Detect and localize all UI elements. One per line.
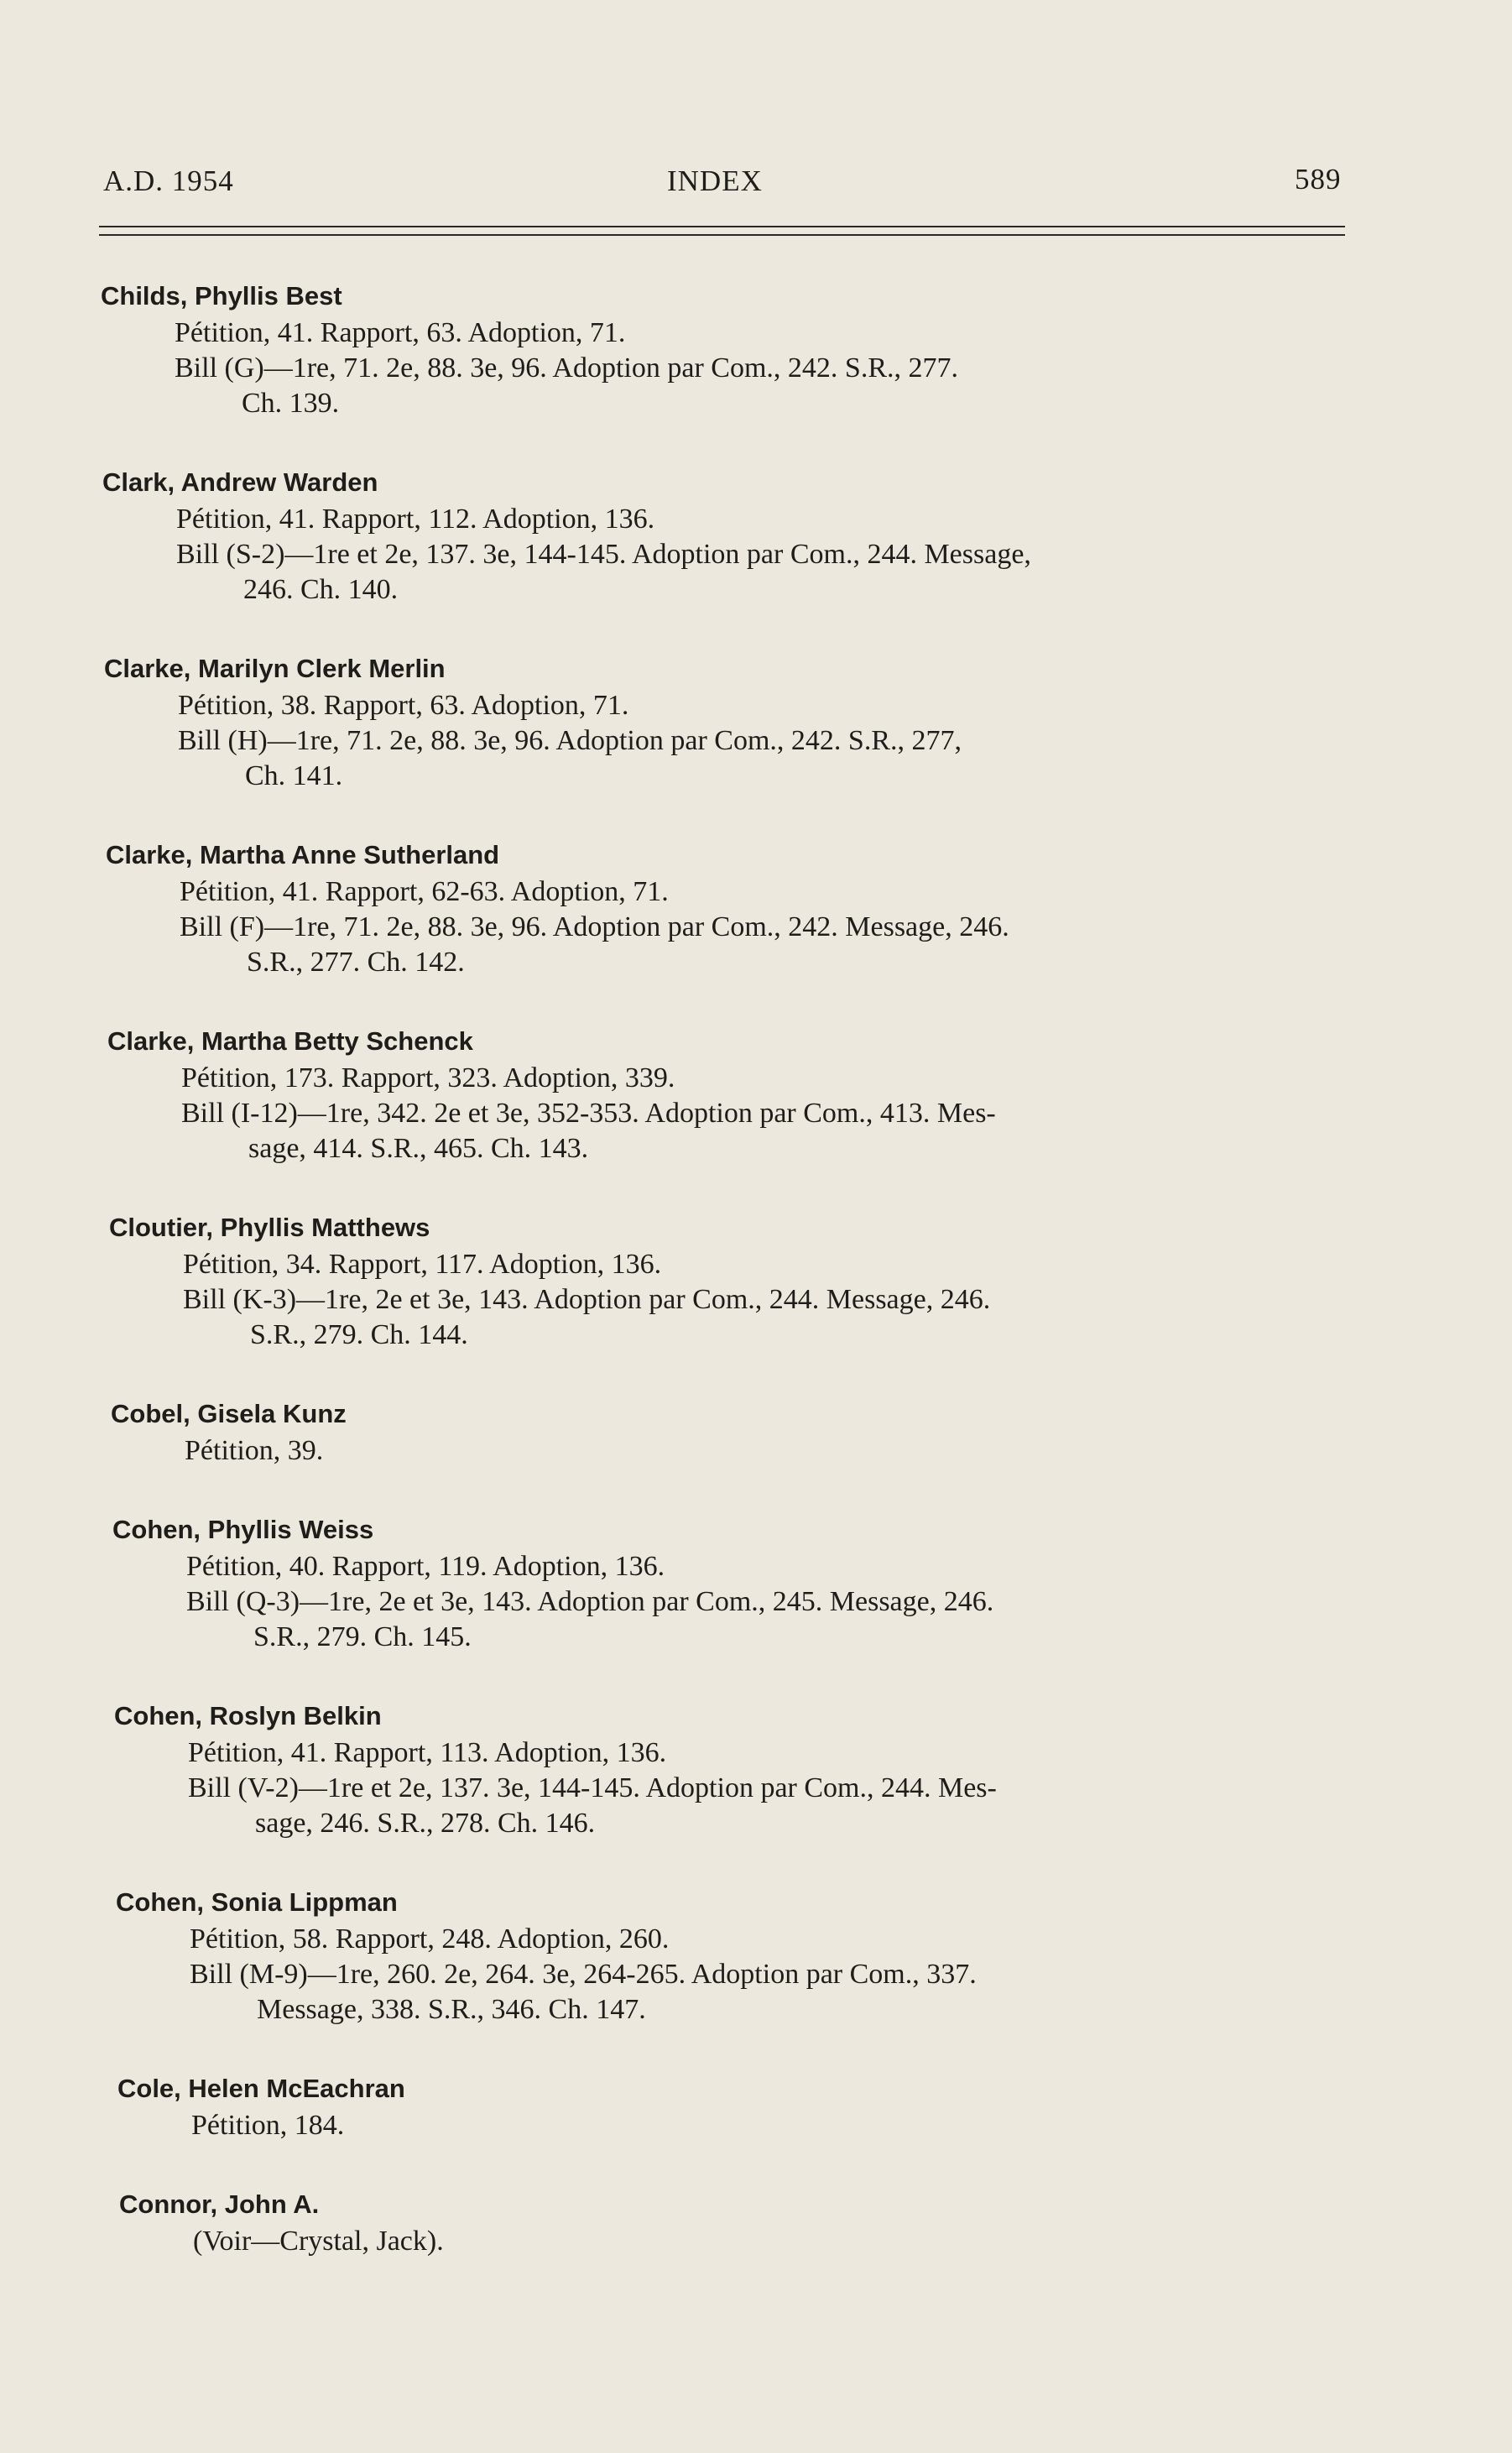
index-entry	[102, 463, 1376, 608]
entry-name: Clarke, Martha Betty Schenck	[107, 1026, 473, 1056]
entry-line: Bill (Q-3)—1re, 2e et 3e, 143. Adoption par Com., 245. Message, 246.	[186, 1586, 994, 1617]
index-entry	[119, 2185, 1376, 2259]
entry-line: sage, 414. S.R., 465. Ch. 143.	[248, 1133, 589, 1164]
entry-line: Pétition, 173. Rapport, 323. Adoption, 339.	[181, 1062, 675, 1093]
entry-name: Cohen, Sonia Lippman	[116, 1887, 398, 1917]
entry-name: Cloutier, Phyllis Matthews	[109, 1213, 430, 1242]
entry-line: Bill (H)—1re, 71. 2e, 88. 3e, 96. Adoption par Com., 242. S.R., 277,	[178, 725, 962, 756]
page-number: 589	[1295, 163, 1342, 196]
entry-line: Pétition, 40. Rapport, 119. Adoption, 136.	[186, 1551, 665, 1582]
index-entry	[114, 1697, 1376, 1841]
entry-name: Cole, Helen McEachran	[117, 2074, 405, 2103]
entry-line: Pétition, 41. Rapport, 112. Adoption, 136.	[176, 504, 655, 535]
entry-name: Cobel, Gisela Kunz	[111, 1399, 347, 1428]
header-title: INDEX	[667, 164, 763, 197]
index-entry	[106, 836, 1376, 980]
entry-line: S.R., 279. Ch. 145.	[253, 1621, 472, 1652]
index-entry	[101, 277, 1376, 421]
index-entry	[109, 1208, 1376, 1353]
index-entry	[112, 1511, 1376, 1655]
entry-name: Cohen, Phyllis Weiss	[112, 1515, 374, 1544]
entry-line: 246. Ch. 140.	[243, 574, 399, 605]
index-entries	[101, 277, 1376, 2259]
entry-line: Pétition, 38. Rapport, 63. Adoption, 71.	[178, 690, 629, 721]
entry-name: Clarke, Marilyn Clerk Merlin	[104, 654, 446, 683]
index-entry	[117, 2069, 1376, 2143]
index-entry	[104, 650, 1376, 794]
entry-line: Pétition, 41. Rapport, 63. Adoption, 71.	[175, 317, 626, 348]
entry-line: Pétition, 41. Rapport, 62-63. Adoption, 71.	[180, 876, 669, 907]
entry-name: Childs, Phyllis Best	[101, 281, 342, 311]
index-entry	[116, 1883, 1376, 2028]
entry-name: Cohen, Roslyn Belkin	[114, 1701, 382, 1730]
header-rule-bottom	[99, 234, 1345, 236]
entry-line: Pétition, 34. Rapport, 117. Adoption, 136.	[183, 1249, 662, 1280]
entry-line: Bill (V-2)—1re et 2e, 137. 3e, 144-145. Adoption par Com., 244. Mes-	[188, 1772, 997, 1803]
index-entry	[107, 1022, 1376, 1166]
entry-line: Bill (K-3)—1re, 2e et 3e, 143. Adoption par Com., 244. Message, 246.	[183, 1284, 991, 1315]
entry-line: S.R., 279. Ch. 144.	[250, 1319, 468, 1350]
entry-line: Bill (M-9)—1re, 260. 2e, 264. 3e, 264-265. Adoption par Com., 337.	[190, 1959, 977, 1990]
entry-line: sage, 246. S.R., 278. Ch. 146.	[255, 1808, 596, 1839]
entry-line: Ch. 139.	[242, 388, 340, 419]
header-year: A.D. 1954	[103, 164, 234, 197]
entry-name: Connor, John A.	[119, 2189, 320, 2219]
entry-line: Pétition, 39.	[185, 1435, 324, 1466]
entry-name: Clarke, Martha Anne Sutherland	[106, 840, 500, 869]
entry-line: Bill (G)—1re, 71. 2e, 88. 3e, 96. Adoption par Com., 242. S.R., 277.	[175, 352, 959, 384]
entry-line: Pétition, 184.	[191, 2110, 345, 2141]
entry-line: (Voir—Crystal, Jack).	[193, 2226, 444, 2257]
entry-line: Message, 338. S.R., 346. Ch. 147.	[257, 1994, 646, 2025]
index-entry	[111, 1395, 1376, 1469]
entry-line: Pétition, 41. Rapport, 113. Adoption, 136.	[188, 1737, 667, 1768]
entry-name: Clark, Andrew Warden	[102, 467, 378, 497]
entry-line: Bill (S-2)—1re et 2e, 137. 3e, 144-145. Adoption par Com., 244. Message,	[176, 539, 1031, 570]
entry-line: Ch. 141.	[245, 760, 343, 791]
entry-line: Pétition, 58. Rapport, 248. Adoption, 260.	[190, 1923, 670, 1955]
header-rule-top	[99, 226, 1345, 227]
entry-line: S.R., 277. Ch. 142.	[247, 947, 465, 978]
entry-line: Bill (F)—1re, 71. 2e, 88. 3e, 96. Adoption par Com., 242. Message, 246.	[180, 911, 1009, 942]
entry-line: Bill (I-12)—1re, 342. 2e et 3e, 352-353. Adoption par Com., 413. Mes-	[181, 1098, 996, 1129]
